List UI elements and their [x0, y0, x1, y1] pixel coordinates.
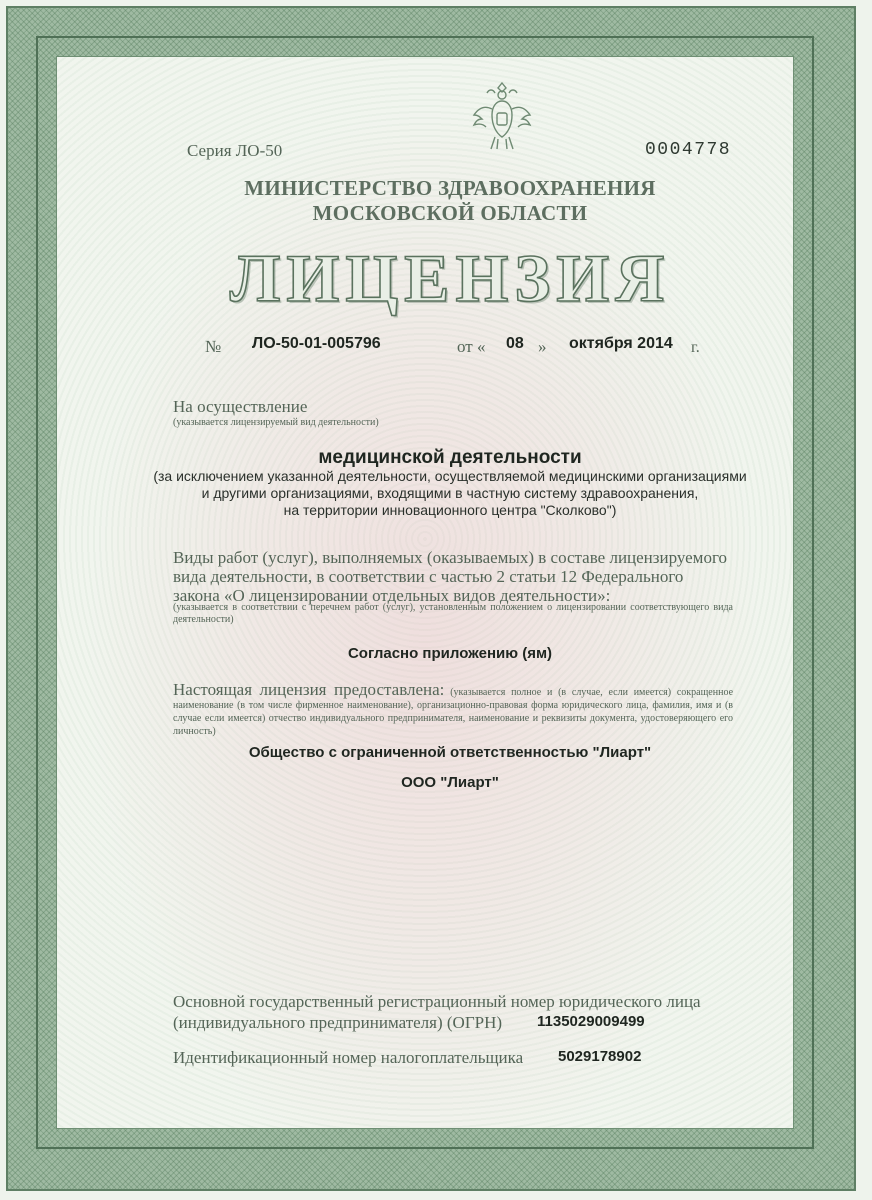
- activity-note-line-1: (за исключением указанной деятельности, осуществляемой медицинскими организациями: [153, 468, 747, 484]
- activity-note-line-2: и другими организациями, входящими в частную систему здравоохранения,: [201, 485, 699, 501]
- activity-note-line-3: на территории инновационного центра "Сколково"): [283, 502, 617, 518]
- holder-hint: (указывается полное и (в случае, если имеется) сокращенное наименование (в том числе фирменное наименование), организационно-правовая форма юридического лица, фамилия, имя и (в случае если имеется) отчество индивидуального предпринимателя, наименование и реквизиты документа, удостоверяющего его личность): [173, 687, 734, 737]
- works-hint: (указывается в соответствии с перечнем работ (услуг), установленным положением о лицензировании соответствующего вида деятельности): [173, 602, 733, 625]
- ogrn-value: 1135029009499: [537, 1013, 645, 1030]
- ogrn-label: Основной государственный регистрационный номер юридического лица (индивидуального предпринимателя) (ОГРН): [173, 992, 701, 1032]
- works-description: Виды работ (услуг), выполняемых (оказываемых) в составе лицензируемого вида деятельности, в соответствии с частью 2 статьи 12 Федерального закона «О лицензировании отдельных видов деятельности»:: [173, 548, 727, 605]
- series-label: Серия ЛО-50: [187, 141, 283, 160]
- day-quote-open: «: [477, 337, 486, 356]
- holder-block: [173, 680, 734, 738]
- purpose-label: На осуществление: [173, 397, 308, 416]
- purpose-hint: (указывается лицензируемый вид деятельности): [173, 417, 379, 428]
- ministry-line-2: МОСКОВСКОЙ ОБЛАСТИ: [312, 201, 588, 225]
- holder-label: Настоящая лицензия предоставлена:: [173, 680, 445, 699]
- activity-note: [130, 468, 770, 519]
- license-day: 08: [506, 335, 524, 352]
- holder-short-name: ООО "Лиарт": [401, 774, 499, 791]
- inn-value: 5029178902: [558, 1048, 642, 1065]
- holder-full-name: Общество с ограниченной ответственностью "Лиарт": [248, 744, 652, 761]
- number-label: №: [205, 337, 222, 356]
- document-title: ЛИЦЕНЗИЯ: [229, 240, 671, 316]
- date-from-label: от: [457, 337, 473, 356]
- issuing-authority: [150, 176, 750, 226]
- ministry-line-1: МИНИСТЕРСТВО ЗДРАВООХРАНЕНИЯ: [244, 176, 656, 200]
- serial-number: 0004778: [645, 140, 732, 160]
- double-headed-eagle-emblem-icon: [471, 79, 533, 157]
- works-value: Согласно приложению (ям): [347, 645, 553, 662]
- inn-label: Идентификационный номер налогоплательщика: [173, 1048, 524, 1067]
- license-number: ЛО-50-01-005796: [252, 335, 381, 352]
- year-suffix: г.: [691, 339, 700, 356]
- license-month-year: октября 2014: [569, 335, 673, 352]
- activity-title: медицинской деятельности: [318, 447, 582, 468]
- day-quote-close: »: [538, 337, 547, 356]
